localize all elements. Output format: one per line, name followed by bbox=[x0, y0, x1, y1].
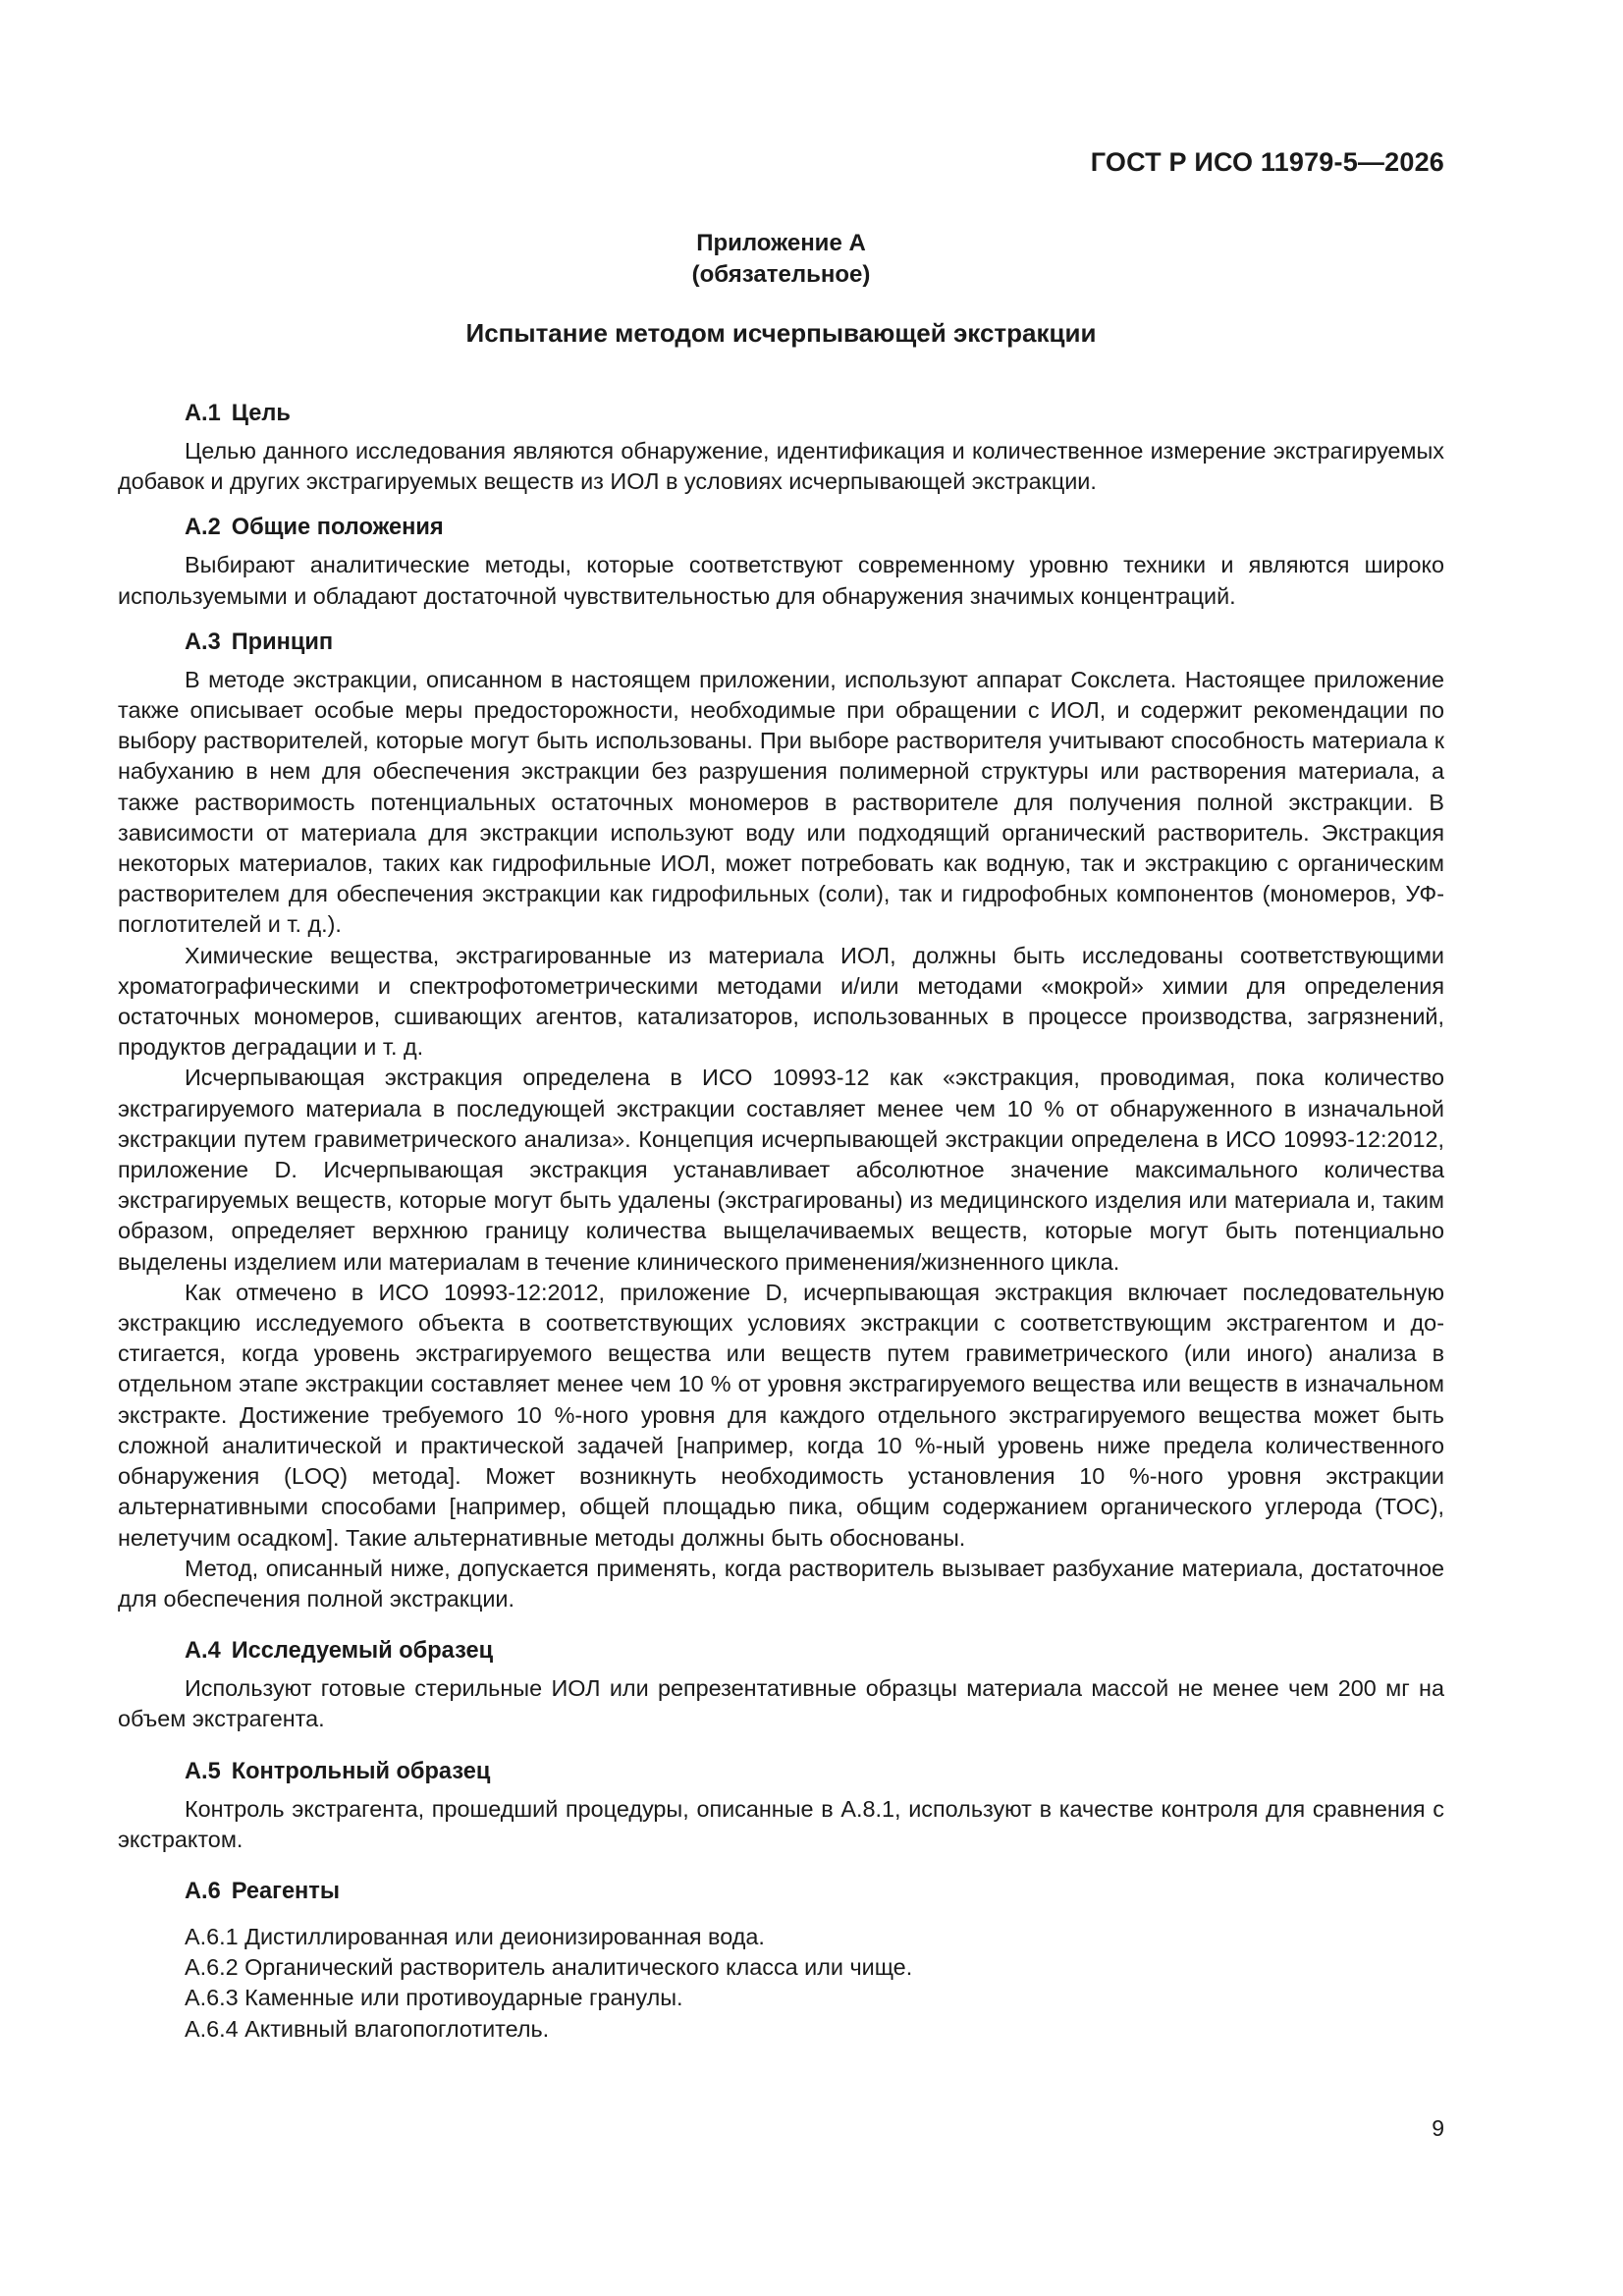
paragraph: Используют готовые стерильные ИОЛ или репрезентативные образцы материала массой не менее чем 200 мг на объем экстрагента. bbox=[118, 1675, 1444, 1732]
paragraph: Контроль экстрагента, прошедший процедуры, описанные в A.8.1, используют в качестве контроля для сравнения с экстрактом. bbox=[118, 1795, 1444, 1852]
paragraph: Исчерпывающая экстракция определена в ИСО 10993-12 как «экстракция, проводимая, пока количество экстрагируемого материала в последующей экстракции составляет менее чем 10 % от обнаруженного в изначальной экстракции путем гравиметрического анализа». Концепция исчерпывающей экстракции определена в ИСО 10993-12:2012, приложение D. Исчерпывающая экстракция устанавливает абсолютное значение максимального количества экстрагируемых веществ, которые могут быть удалены (экстрагированы) из медицинского изделия или материала и, таким образом, определяет верхнюю границу количества выщелачиваемых веществ, которые могут быть потенциально выделены изделием или материалам в течение клинического применения/жизненного цикла. bbox=[118, 1065, 1444, 1275]
section-title: Контрольный образец bbox=[231, 1758, 491, 1784]
paragraph: Химические вещества, экстрагированные из материала ИОЛ, должны быть исследованы соответствующими хроматографическими и спектрофотометрическими методами и/или методами «мокрой» химии для определения остаточных мономеров, сшивающих агентов, катализаторов, использованных в процессе производства, загрязнений, продуктов деградации и т. д. bbox=[118, 942, 1444, 1061]
section-number: A.3 bbox=[185, 629, 221, 655]
section-title: Исследуемый образец bbox=[231, 1638, 494, 1665]
paragraph: В методе экстракции, описанном в настоящем приложении, используют аппарат Сокслета. Настоящее приложение также описывает особые меры предосторожности, необходимые при обращении с ИОЛ, и содержит рекомендации по выбору растворителей, которые могут быть использованы. При выборе растворителя учитывают способность материала к набуханию в нем для обеспечения экстракции без разрушения полимерной структуры или растворения материала, а также растворимость потенциальных остаточных мономеров в растворителе для получения полной экстракции. В зависимости от материала для экстракции используют воду или подходящий органический растворитель. Экстракция некоторых материалов, таких как гидрофильные ИОЛ, может потребовать как водную, так и экстракцию с органическим растворителем для обеспечения экстракции как гидрофильных (соли), так и гидрофобных компонентов (мономеров, УФ-поглотителей и т. д.). bbox=[118, 666, 1444, 938]
list-item: A.6.1 Дистиллированная или деионизированная вода. bbox=[185, 1923, 765, 1949]
document-body bbox=[118, 397, 1444, 2045]
section-heading-a3 bbox=[118, 626, 1444, 659]
paragraph: Метод, описанный ниже, допускается применять, когда растворитель вызывает разбухание материала, достаточное для обеспечения полной экстракции. bbox=[118, 1555, 1444, 1612]
list-item: A.6.4 Активный влагопоглотитель. bbox=[185, 2015, 550, 2042]
section-title: Принцип bbox=[231, 629, 334, 655]
section-heading-a1 bbox=[118, 397, 1444, 430]
section-title: Цель bbox=[231, 401, 291, 426]
section-title: Реагенты bbox=[231, 1878, 341, 1904]
section-heading-a6 bbox=[118, 1875, 1444, 1908]
annex-label: Приложение A bbox=[696, 230, 866, 256]
annex-heading bbox=[118, 228, 1444, 291]
section-heading-a4 bbox=[118, 1634, 1444, 1667]
paragraph: Выбирают аналитические методы, которые соответствуют современному уровню техники и являются широко используемыми и обладают достаточной чувствительностью для обнаружения значимых концентраций. bbox=[118, 552, 1444, 609]
section-number: A.1 bbox=[185, 401, 221, 426]
document-page bbox=[118, 0, 1444, 2296]
paragraph: Как отмечено в ИСО 10993-12:2012, приложение D, исчерпывающая экстракция включает последовательную экстракцию исследуемого объекта в соответствующих условиях экстракции с соответствующим экстрагентом и достигается, когда уровень экстрагируемого вещества или веществ путем гравиметрического (или иного) анализа в отдельном этапе экстракции составляет менее чем 10 % от уровня экстрагируемого вещества или веществ в изначальном экстракте. Достижение требуемого 10 %-ного уровня для каждого отдельного экстрагируемого вещества может быть сложной аналитической и практической задачей [например, когда 10 %-ный уровень ниже предела количественного обнаружения (LOQ) метода]. Может возникнуть необходимость установления 10 %-ного уровня экстракции альтернативными способами [например, общей площадью пика, общим содержанием органического углерода (TOC), нелетучим осадком]. Такие альтернативные методы должны быть обоснованы. bbox=[118, 1279, 1444, 1551]
section-title: Общие положения bbox=[231, 515, 444, 541]
standard-code: ГОСТ Р ИСО 11979-5—2026 bbox=[1090, 147, 1444, 177]
section-heading-a2 bbox=[118, 511, 1444, 544]
section-number: A.5 bbox=[185, 1758, 221, 1784]
list-item: A.6.3 Каменные или противоударные гранулы. bbox=[185, 1985, 683, 2011]
list-item: A.6.2 Органический растворитель аналитического класса или чище. bbox=[185, 1954, 913, 1981]
section-heading-a5 bbox=[118, 1755, 1444, 1788]
page-number: 9 bbox=[1432, 2115, 1444, 2141]
annex-title: Испытание методом исчерпывающей экстракции bbox=[465, 318, 1097, 348]
section-number: A.2 bbox=[185, 515, 221, 541]
paragraph: Целью данного исследования являются обнаружение, идентификация и количественное измерение экстрагируемых добавок и других экстрагируемых веществ из ИОЛ в условиях исчерпывающей экстракции. bbox=[118, 438, 1444, 495]
section-number: A.4 bbox=[185, 1638, 221, 1665]
annex-status: (обязательное) bbox=[691, 261, 871, 288]
section-number: A.6 bbox=[185, 1878, 221, 1904]
